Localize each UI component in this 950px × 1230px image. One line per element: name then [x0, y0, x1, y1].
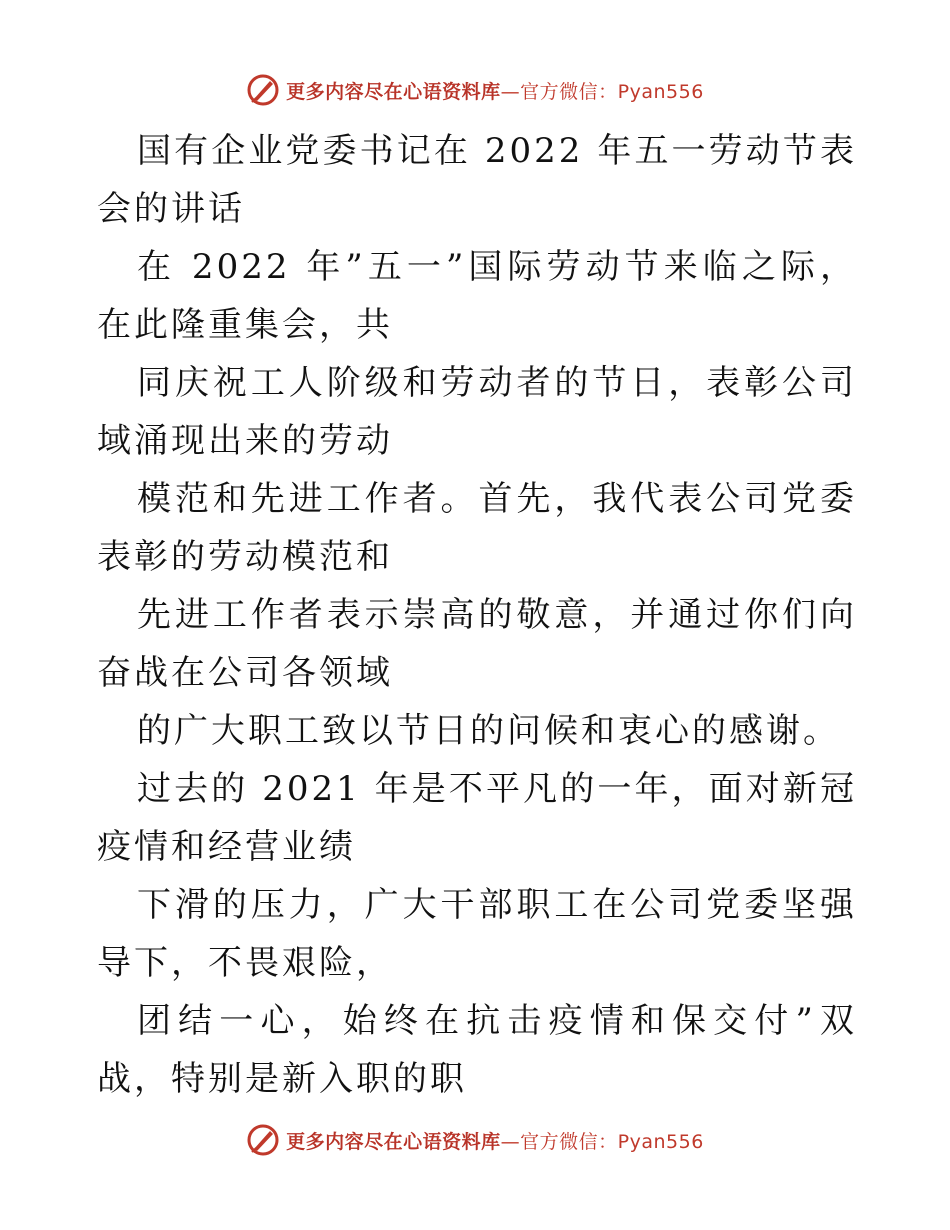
quill-logo-icon: [246, 1123, 280, 1157]
banner-text: 更多内容尽在心语资料库—官方微信：Pyan556: [286, 1130, 704, 1153]
quill-logo-icon: [246, 73, 280, 107]
text-line: 同庆祝工人阶级和劳动者的节日，表彰公司: [137, 363, 857, 403]
document-body: [97, 122, 857, 1108]
text-line: 域涌现出来的劳动: [97, 421, 393, 461]
text-line: 国有企业党委书记在 2022 年五一劳动节表: [137, 131, 857, 171]
text-line: 的广大职工致以节日的问候和衷心的感谢。: [137, 711, 840, 751]
text-line: 在此隆重集会，共: [97, 305, 393, 345]
banner-text: 更多内容尽在心语资料库—官方微信：Pyan556: [286, 80, 704, 103]
text-line: 下滑的压力，广大干部职工在公司党委坚强: [137, 885, 857, 925]
text-line: 疫情和经营业绩: [97, 827, 356, 867]
text-line: 导下，不畏艰险，: [97, 943, 393, 983]
text-line: 模范和先进工作者。首先，我代表公司党委: [137, 479, 857, 519]
text-line: 会的讲话: [97, 189, 245, 229]
text-line: 团结一心，始终在抗击疫情和保交付”双: [137, 1001, 857, 1041]
text-line: 在 2022 年”五一”国际劳动节来临之际，: [137, 247, 857, 287]
text-line: 表彰的劳动模范和: [97, 537, 393, 577]
header-banner: [0, 72, 950, 108]
text-line: 过去的 2021 年是不平凡的一年，面对新冠: [137, 769, 857, 809]
text-line: 先进工作者表示崇高的敬意，并通过你们向: [137, 595, 857, 635]
footer-banner: [0, 1122, 950, 1158]
text-line: 战，特别是新入职的职: [97, 1059, 467, 1099]
text-line: 奋战在公司各领域: [97, 653, 393, 693]
